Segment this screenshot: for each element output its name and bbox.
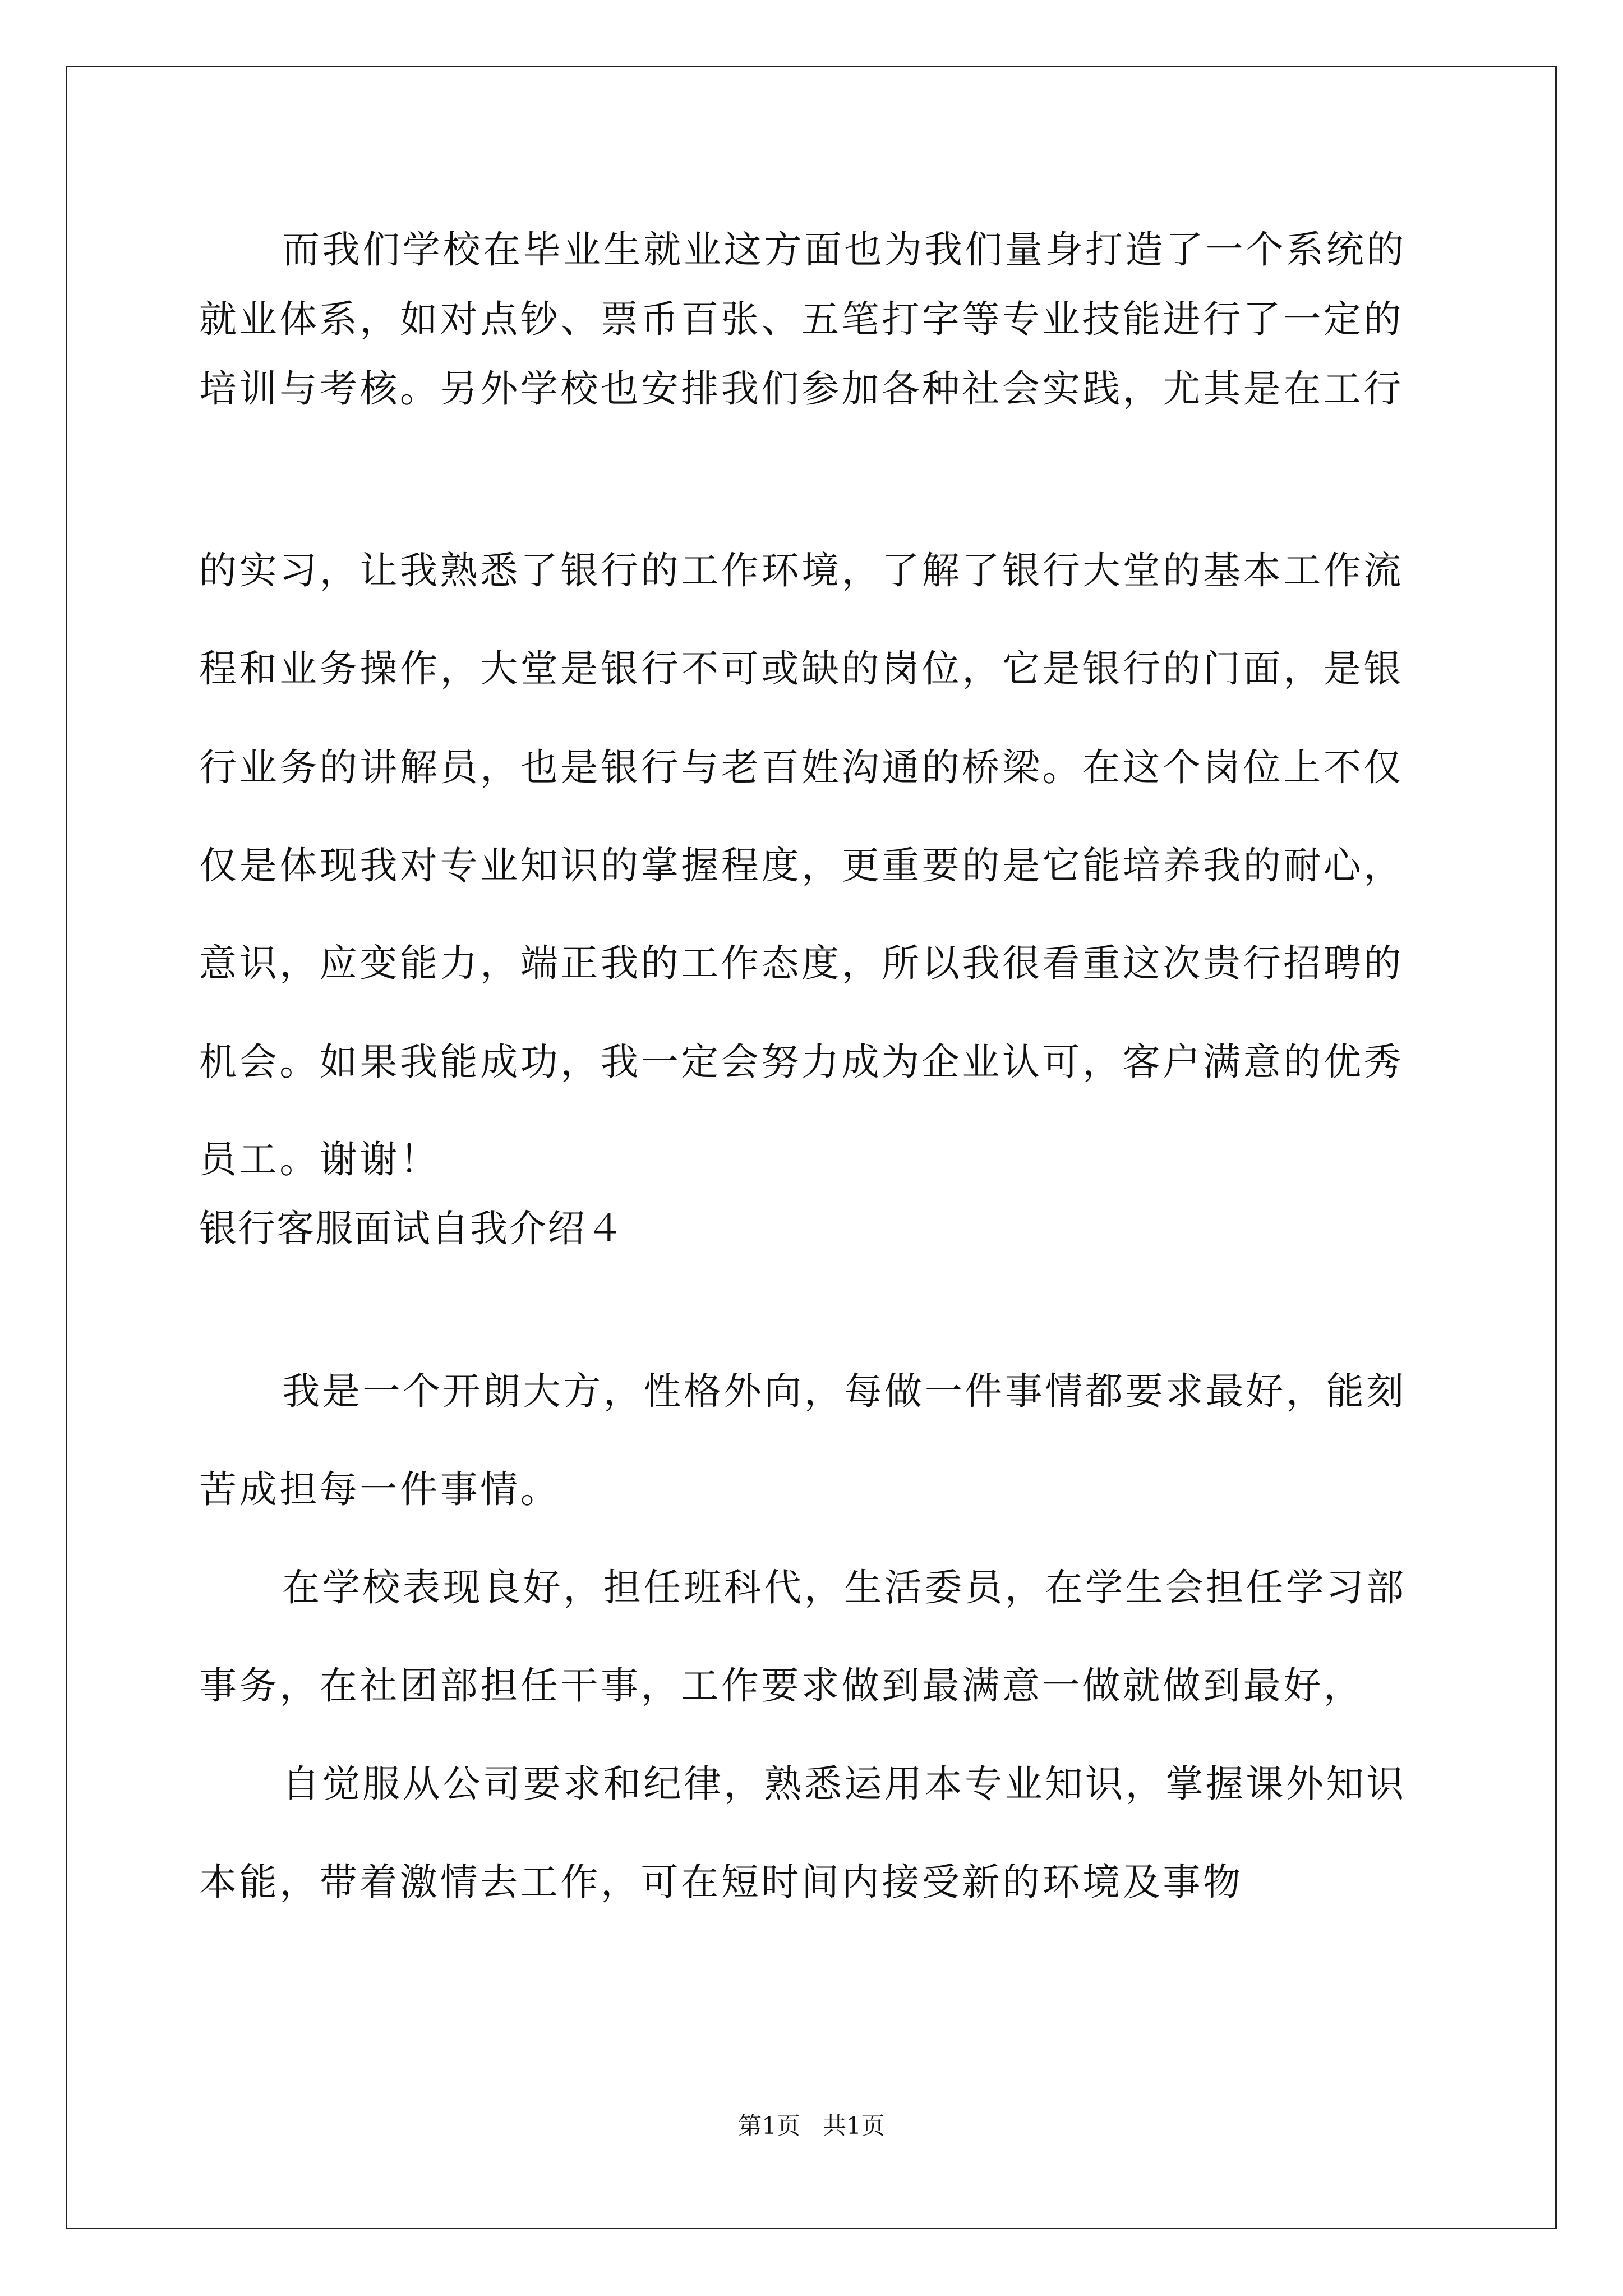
paragraph-4-line-2: 本能，带着激情去工作，可在短时间内接受新的环境及事物 <box>199 1860 1243 1904</box>
paragraph-4-line-1: 自觉服从公司要求和纪律，熟悉运用本专业知识，掌握课外知识 <box>282 1762 1407 1806</box>
paragraph-1-line-9: 机会。如果我能成功，我一定会努力成为企业认可，客户满意的优秀 <box>199 1040 1404 1084</box>
paragraph-1-line-8: 意识，应变能力，端正我的工作态度，所以我很看重这次贵行招聘的 <box>199 941 1404 985</box>
paragraph-2-line-1: 我是一个开朗大方，性格外向，每做一件事情都要求最好，能刻 <box>282 1369 1407 1413</box>
paragraph-1-line-3: 培训与考核。另外学校也安排我们参加各种社会实践，尤其是在工行 <box>199 367 1404 411</box>
paragraph-1-line-1: 而我们学校在毕业生就业这方面也为我们量身打造了一个系统的 <box>282 228 1407 272</box>
paragraph-1-line-7: 仅是体现我对专业知识的掌握程度，更重要的是它能培养我的耐心， <box>199 844 1404 887</box>
paragraph-2-line-2: 苦成担每一件事情。 <box>199 1467 561 1511</box>
paragraph-1-line-2: 就业体系，如对点钞、票币百张、五笔打字等专业技能进行了一定的 <box>199 297 1404 341</box>
paragraph-3-line-1: 在学校表现良好，担任班科代，生活委员，在学生会担任学习部 <box>282 1566 1407 1609</box>
paragraph-1-line-4: 的实习，让我熟悉了银行的工作环境，了解了银行大堂的基本工作流 <box>199 549 1404 592</box>
paragraph-3-line-2: 事务，在社团部担任干事，工作要求做到最满意一做就做到最好， <box>199 1664 1364 1708</box>
page-number-footer: 第1页 共1页 <box>738 2112 885 2139</box>
paragraph-1-line-6: 行业务的讲解员，也是银行与老百姓沟通的桥梁。在这个岗位上不仅 <box>199 746 1404 789</box>
paragraph-1-line-10: 员工。谢谢！ <box>199 1138 440 1181</box>
section-heading: 银行客服面试自我介绍４ <box>199 1207 625 1250</box>
paragraph-1-line-5: 程和业务操作，大堂是银行不可或缺的岗位，它是银行的门面，是银 <box>199 647 1404 691</box>
